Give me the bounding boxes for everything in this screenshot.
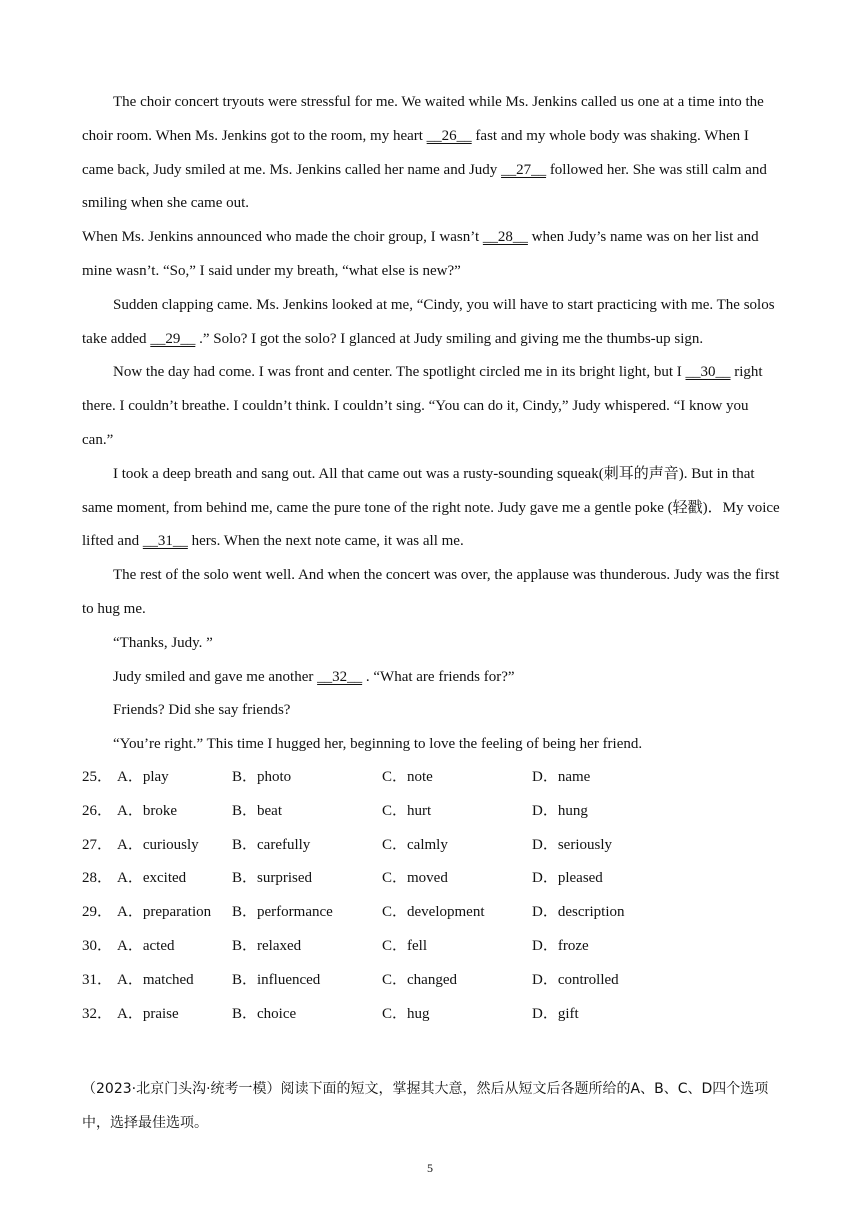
option-b: B．influenced <box>232 971 321 988</box>
option-c: C．development <box>382 904 485 921</box>
option-d: D．froze <box>532 937 589 954</box>
option-b: B．beat <box>232 802 282 819</box>
question-row <box>82 894 782 928</box>
passage-text: Now the day had come. I was front and center. The spotlight circled me in its bright light, but I <box>113 364 686 381</box>
passage-text: “Thanks, Judy. ” <box>113 634 213 651</box>
option-a: A．praise <box>117 1005 179 1022</box>
option-d: D．seriously <box>532 836 612 853</box>
question-row <box>82 962 782 996</box>
passage-text: “You’re right.” This time I hugged her, beginning to love the feeling of being her friend. <box>113 736 643 753</box>
option-d: D．controlled <box>532 971 619 988</box>
answer-blank: __31__ <box>142 533 188 550</box>
passage-text: when Judy’s name was on her list and mine wasn’t. “So,” I said under my breath, “what else is new?” <box>82 229 759 279</box>
passage-paragraph <box>82 661 782 695</box>
question-number: 28． <box>82 870 113 887</box>
passage-text: Friends? Did she say friends? <box>113 702 291 719</box>
option-b: B．performance <box>232 904 333 921</box>
passage-paragraph <box>82 458 782 559</box>
option-a: A．curiously <box>117 836 199 853</box>
option-a: A．broke <box>117 802 177 819</box>
option-c: C．note <box>382 769 433 785</box>
answer-blank: __26__ <box>426 127 472 144</box>
question-number: 25． <box>82 769 113 785</box>
answer-blank: __30__ <box>685 364 731 381</box>
question-number: 26． <box>82 802 113 819</box>
question-row <box>82 928 782 962</box>
option-a: A．preparation <box>117 904 212 921</box>
option-d: D．name <box>532 769 591 785</box>
option-a: A．acted <box>117 937 175 954</box>
question-row <box>82 860 782 894</box>
passage-text: hers. When the next note came, it was all me. <box>187 533 464 550</box>
option-c: C．hug <box>382 1005 430 1022</box>
passage-text: Sudden clapping came. Ms. Jenkins looked at me, “Cindy, you will have to start practicing with me. The solos take added <box>82 296 775 347</box>
option-b: B．photo <box>232 769 292 785</box>
question-row <box>82 996 782 1030</box>
answer-blank: __27__ <box>501 161 547 178</box>
cloze-passage <box>82 86 782 762</box>
passage-paragraph <box>82 627 782 661</box>
question-number: 27． <box>82 836 113 853</box>
option-a: A．play <box>117 769 169 785</box>
passage-text: followed her. She was still calm and smiling when she came out. <box>82 161 767 212</box>
option-d: D．pleased <box>532 870 603 887</box>
question-number: 31． <box>82 971 113 988</box>
option-a: A．excited <box>117 870 187 887</box>
option-a: A．matched <box>117 971 194 988</box>
option-b: B．carefully <box>232 836 311 853</box>
question-options <box>82 759 782 1029</box>
question-row <box>82 793 782 827</box>
passage-text: When Ms. Jenkins announced who made the choir group, I wasn’t <box>82 229 483 246</box>
option-b: B．choice <box>232 1005 297 1022</box>
answer-blank: __32__ <box>317 668 363 685</box>
option-b: B．surprised <box>232 870 312 887</box>
question-number: 32． <box>82 1005 113 1022</box>
option-c: C．calmly <box>382 836 448 853</box>
passage-paragraph <box>82 289 782 357</box>
question-number: 29． <box>82 904 113 921</box>
passage-paragraph <box>82 559 782 627</box>
passage-paragraph <box>82 694 782 728</box>
passage-text: . “What are friends for?” <box>362 668 515 685</box>
question-number: 30． <box>82 937 113 954</box>
passage-text: I took a deep breath and sang out. All that came out was a rusty-sounding squeak(刺耳的声音). But in that same moment, from behind me, came the pure tone of the right note. Judy gave me a gentle poke (轻戳)．My voice lifted and <box>82 465 780 550</box>
option-d: D．description <box>532 904 625 921</box>
passage-paragraph <box>82 86 782 221</box>
passage-text: .” Solo? I got the solo? I glanced at Judy smiling and giving me the thumbs-up sign. <box>195 330 704 347</box>
passage-paragraph <box>82 221 782 289</box>
option-b: B．relaxed <box>232 937 302 954</box>
passage-paragraph <box>82 728 782 762</box>
option-c: C．hurt <box>382 802 432 819</box>
passage-text: fast and my whole body was shaking. When I came back, Judy smiled at me. Ms. Jenkins called her name and Judy <box>82 127 749 178</box>
option-d: D．hung <box>532 802 588 819</box>
next-passage-instruction: （2023·北京门头沟·统考一模）阅读下面的短文，掌握其大意，然后从短文后各题所给的A、B、C、D四个选项中，选择最佳选项。 <box>82 1081 769 1131</box>
option-c: C．fell <box>382 937 427 954</box>
option-c: C．changed <box>382 971 457 988</box>
answer-blank: __28__ <box>482 229 528 246</box>
passage-text: The rest of the solo went well. And when the concert was over, the applause was thunderous. Judy was the first to hug me. <box>82 567 780 617</box>
question-row <box>82 759 782 793</box>
passage-paragraph <box>82 356 782 457</box>
page-number: 5 <box>427 1161 433 1175</box>
passage-text: Judy smiled and gave me another <box>113 668 318 685</box>
answer-blank: __29__ <box>150 330 196 347</box>
option-c: C．moved <box>382 870 448 887</box>
question-row <box>82 827 782 861</box>
passage-text: right there. I couldn’t breathe. I couldn’t think. I couldn’t sing. “You can do it, Cindy,” Judy whispered. “I know you can.” <box>82 364 763 448</box>
passage-text: The choir concert tryouts were stressful for me. We waited while Ms. Jenkins called us one at a time into the choir room. When Ms. Jenkins got to the room, my heart <box>82 94 764 144</box>
option-d: D．gift <box>532 1005 579 1022</box>
